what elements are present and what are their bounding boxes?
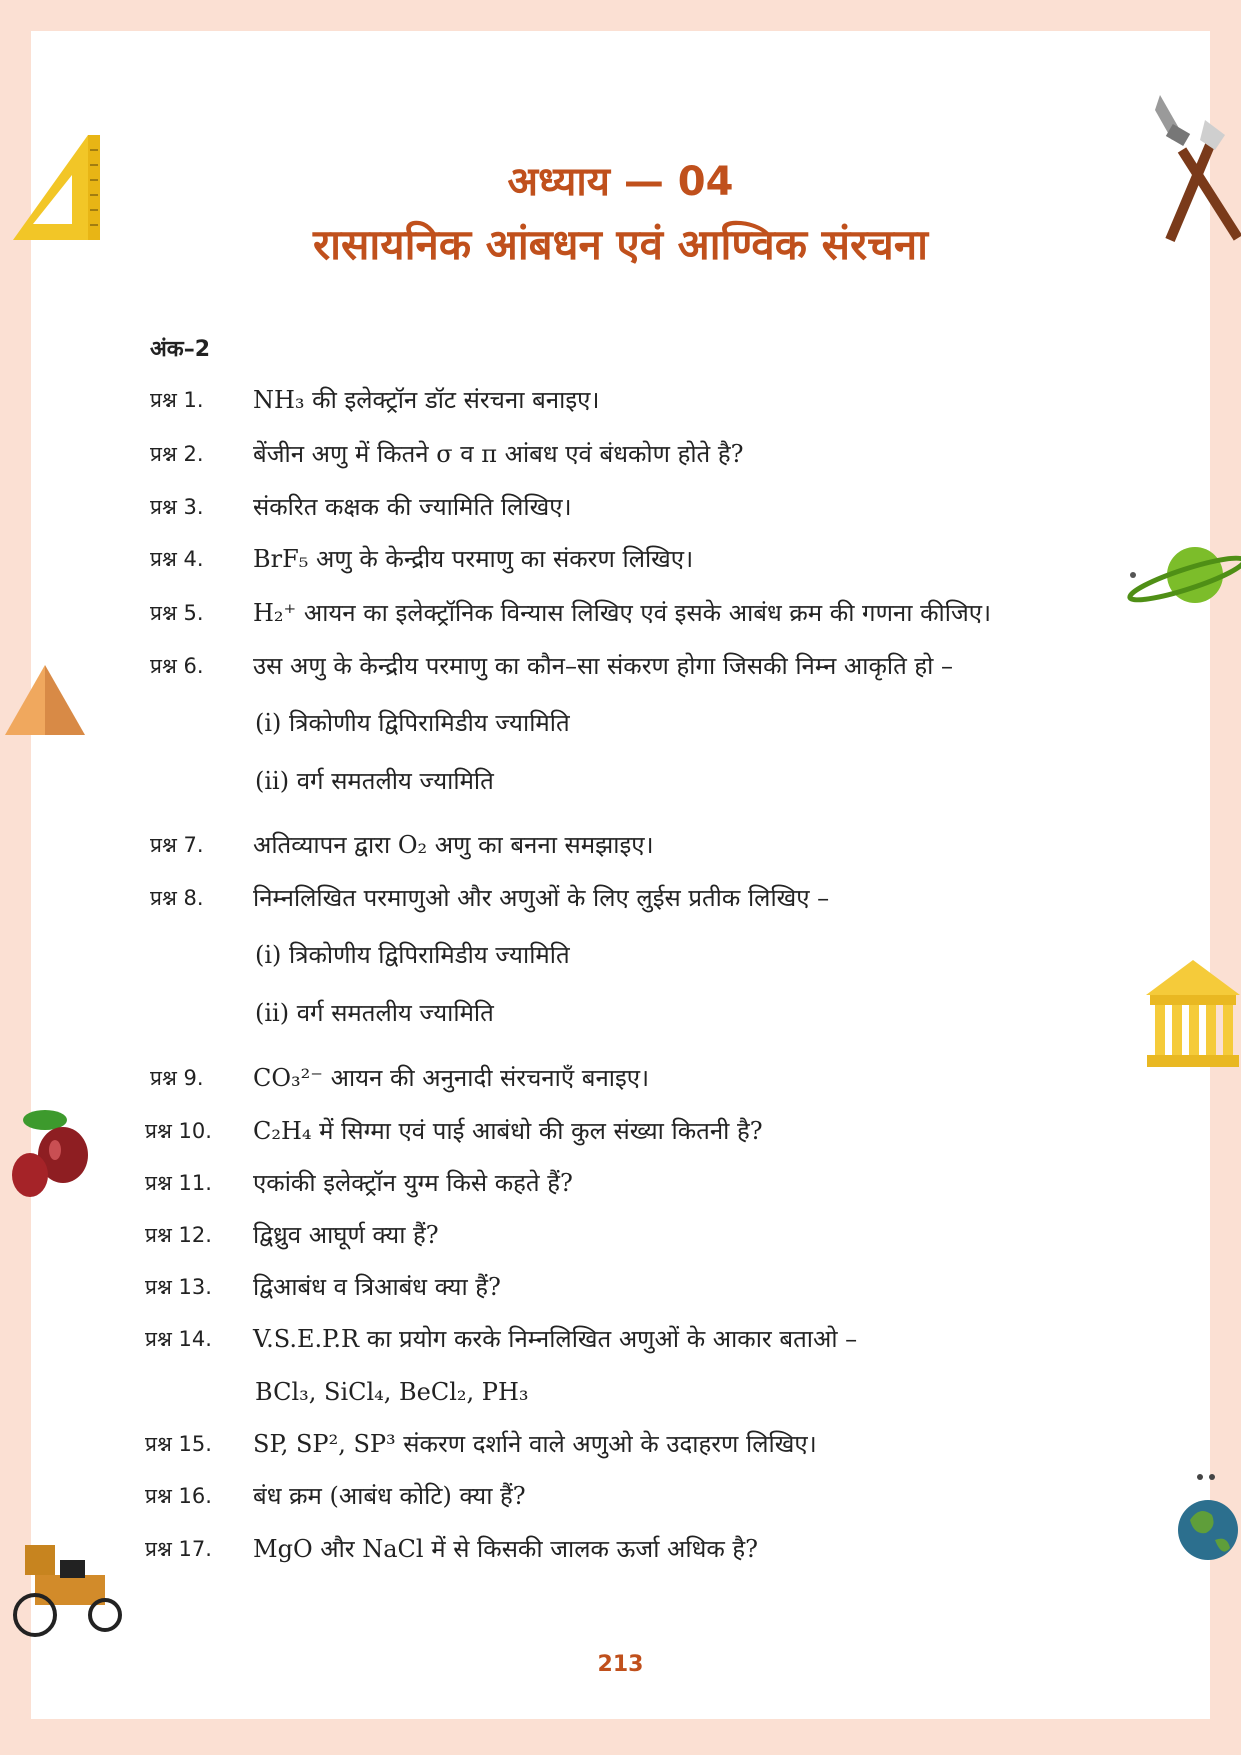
- question-text: बंध क्रम (आबंध कोटि) क्या हैं?: [253, 1482, 526, 1510]
- question-number: प्रश्न 16.: [145, 1484, 212, 1508]
- question-number: प्रश्न 11.: [145, 1171, 212, 1195]
- page-sheet: [31, 31, 1210, 1719]
- question-number: प्रश्न 10.: [145, 1119, 212, 1143]
- question-text: C₂H₄ में सिग्मा एवं पाई आबंधो की कुल संख्या कितनी है?: [253, 1117, 763, 1145]
- question-number: प्रश्न 12.: [145, 1223, 212, 1247]
- question-number: प्रश्न 17.: [145, 1537, 212, 1561]
- question-text: BrF₅ अणु के केन्द्रीय परमाणु का संकरण लिखिए।: [253, 545, 694, 573]
- question-number: प्रश्न 8.: [150, 886, 204, 910]
- question-number: प्रश्न 1.: [150, 388, 204, 412]
- q6-option-2: (ii) वर्ग समतलीय ज्यामिति: [255, 767, 494, 795]
- page-number: 213: [597, 1652, 644, 1677]
- question-text: निम्नलिखित परमाणुओ और अणुओं के लिए लुईस प्रतीक लिखिए –: [253, 884, 830, 912]
- question-text: H₂⁺ आयन का इलेक्ट्रॉनिक विन्यास लिखिए एवं इसके आबंध क्रम की गणना कीजिए।: [253, 599, 992, 627]
- question-text: SP, SP², SP³ संकरण दर्शाने वाले अणुओ के उदाहरण लिखिए।: [253, 1430, 817, 1458]
- question-number: प्रश्न 5.: [150, 601, 204, 625]
- question-number: प्रश्न 13.: [145, 1275, 212, 1299]
- chapter-number: अध्याय — 04: [507, 159, 734, 205]
- question-text: NH₃ की इलेक्ट्रॉन डॉट संरचना बनाइए।: [253, 386, 600, 414]
- question-text: द्विध्रुव आघूर्ण क्या हैं?: [253, 1221, 439, 1249]
- question-number: प्रश्न 15.: [145, 1432, 212, 1456]
- chapter-title: रासायनिक आंबधन एवं आण्विक संरचना: [312, 220, 929, 269]
- question-text: संकरित कक्षक की ज्यामिति लिखिए।: [253, 493, 572, 521]
- q8-option-2: (ii) वर्ग समतलीय ज्यामिति: [255, 999, 494, 1027]
- question-number: प्रश्न 2.: [150, 442, 204, 466]
- globe-icon: [1170, 1465, 1241, 1575]
- question-number: प्रश्न 7.: [150, 833, 204, 857]
- planet-icon: [1125, 535, 1241, 615]
- fruit-icon: [5, 1105, 95, 1205]
- question-number: प्रश्न 6.: [150, 654, 204, 678]
- question-text: उस अणु के केन्द्रीय परमाणु का कौन–सा संकरण होगा जिसकी निम्न आकृति हो –: [253, 652, 953, 680]
- pyramid-icon: [0, 660, 90, 740]
- question-number: प्रश्न 9.: [150, 1066, 204, 1090]
- question-text: द्विआबंध व त्रिआबंध क्या हैं?: [253, 1273, 501, 1301]
- vintage-car-icon: [0, 1530, 130, 1640]
- question-text: अतिव्यापन द्वारा O₂ अणु का बनना समझाइए।: [253, 831, 654, 859]
- question-text: एकांकी इलेक्ट्रॉन युग्म किसे कहते हैं?: [253, 1169, 573, 1197]
- marks-label: अंक–2: [150, 337, 211, 362]
- question-text: CO₃²⁻ आयन की अनुनादी संरचनाएँ बनाइए।: [253, 1064, 650, 1092]
- q8-option-1: (i) त्रिकोणीय द्विपिरामिडीय ज्यामिति: [255, 941, 570, 969]
- question-number: प्रश्न 4.: [150, 547, 204, 571]
- q14-molecules: BCl₃, SiCl₄, BeCl₂, PH₃: [255, 1378, 529, 1406]
- q6-option-1: (i) त्रिकोणीय द्विपिरामिडीय ज्यामिति: [255, 709, 570, 737]
- temple-icon: [1145, 955, 1241, 1070]
- question-number: प्रश्न 3.: [150, 495, 204, 519]
- question-text: V.S.E.P.R का प्रयोग करके निम्नलिखित अणुओं के आकार बताओ –: [253, 1325, 858, 1353]
- question-text: MgO और NaCl में से किसकी जालक ऊर्जा अधिक है?: [253, 1535, 759, 1563]
- question-text: बेंजीन अणु में कितने σ व π आंबध एवं बंधकोण होते है?: [253, 440, 744, 468]
- question-number: प्रश्न 14.: [145, 1327, 212, 1351]
